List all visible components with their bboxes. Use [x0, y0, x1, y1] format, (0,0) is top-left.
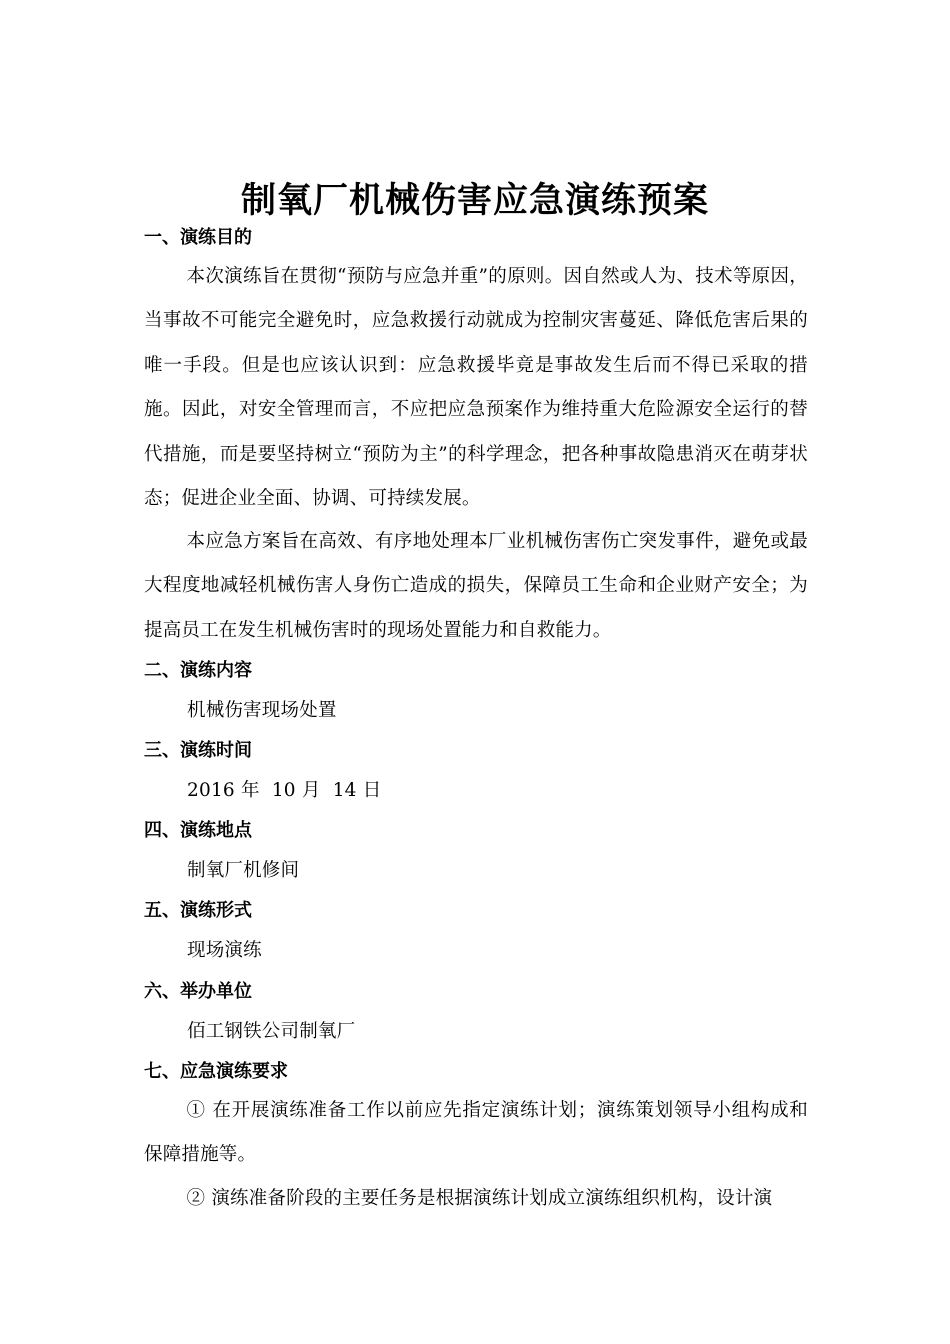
section-heading-time: 三、演练时间: [144, 740, 252, 761]
section-heading-organizer: 六、举办单位: [144, 981, 252, 1002]
section-heading-location: 四、演练地点: [144, 820, 252, 841]
paragraph-requirement-2: ② 演练准备阶段的主要任务是根据演练计划成立演练组织机构，设计演: [186, 1188, 773, 1209]
section-value-time: 2016 年 10 月 14 日: [187, 780, 382, 801]
section-heading-requirements: 七、应急演练要求: [144, 1061, 288, 1082]
paragraph-requirement-1: ① 在开展演练准备工作以前应先指定演练计划；演练策划领导小组构成和保障措施等。: [144, 1100, 808, 1166]
paragraph-purpose-2: 本应急方案旨在高效、有序地处理本厂业机械伤害伤亡突发事件，避免或最大程度地减轻机械伤害人身伤亡造成的损失，保障员工生命和企业财产安全；为提高员工在发生机械伤害时的现场处置能力和自救能力。: [144, 531, 808, 641]
section-heading-content: 二、演练内容: [144, 660, 252, 681]
section-value-location: 制氧厂机修间: [187, 860, 300, 881]
section-heading-form: 五、演练形式: [144, 900, 252, 921]
document-title: 制氧厂机械伤害应急演练预案: [240, 181, 709, 221]
section-value-organizer: 佰工钢铁公司制氧厂: [187, 1021, 356, 1042]
section-value-form: 现场演练: [187, 940, 262, 961]
section-value-content: 机械伤害现场处置: [187, 700, 337, 721]
section-heading-purpose: 一、演练目的: [144, 227, 252, 248]
paragraph-purpose-1: 本次演练旨在贯彻“预防与应急并重”的原则。因自然或人为、技术等原因，当事故不可能完全避免时，应急救援行动就成为控制灾害蔓延、降低危害后果的唯一手段。但是也应该认识到：应急救援毕竟是事故发生后而不得已采取的措施。因此，对安全管理而言，不应把应急预案作为维持重大危险源安全运行的替代措施，而是要坚持树立“预防为主”的科学理念，把各种事故隐患消灭在萌芽状态；促进企业全面、协调、可持续发展。: [144, 266, 808, 510]
